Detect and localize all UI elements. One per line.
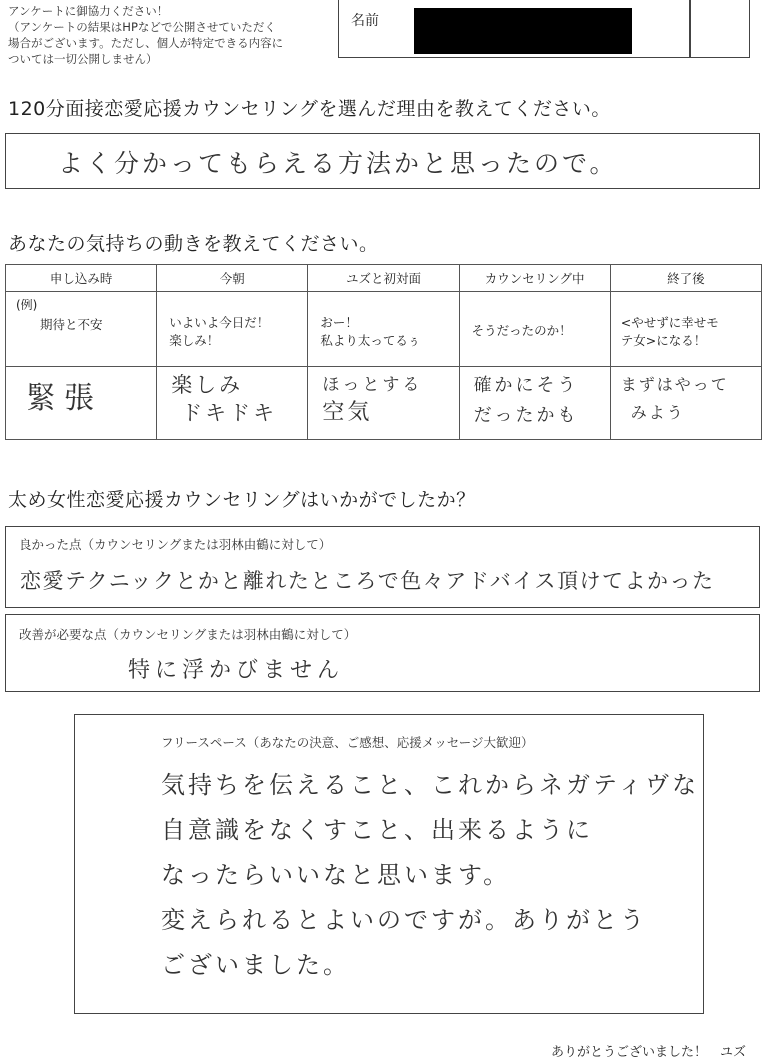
answer-cell [308,367,459,440]
column-header: 今朝 [157,265,308,292]
intro-line: 場合がございます。ただし、個人が特定できる内容に [8,36,284,50]
q2-question: あなたの気持ちの動きを教えてください。 [8,233,379,255]
column-header: カウンセリング中 [459,265,610,292]
name-box [338,0,750,58]
column-header: 終了後 [610,265,761,292]
good-points-answer: 恋愛テクニックとかと離れたところで色々アドバイス頂けてよかった [20,569,715,593]
answer-text: ドキドキ [181,401,278,425]
answer-text: だったかも [473,405,579,426]
q1-answer: よく分かってもらえる方法かと思ったので。 [58,149,618,178]
example-cell [308,292,459,367]
example-cell [157,292,308,367]
free-space-label: フリースペース（あなたの決意、ご感想、応援メッセージ大歓迎） [161,735,534,750]
answer-text: ほっとする [322,375,423,395]
free-space-line: なったらいいなと思います。 [161,861,511,889]
example-text: いよいよ今日だ！ [169,315,270,330]
free-space-line: ございました。 [161,951,350,979]
example-text: おー！ [320,315,358,330]
example-text: <やせずに幸せモ [620,315,719,330]
free-space-line: 変えられるとよいのですが。ありがとう [161,906,647,934]
feelings-table [5,264,762,440]
answer-text: みよう [630,403,685,422]
good-points-box [5,526,760,608]
column-header: 申し込み時 [6,265,157,292]
improvement-label: 改善が必要な点（カウンセリングまたは羽林由鶴に対して） [19,627,357,642]
table-header-row [6,265,762,292]
answer-cell [157,367,308,440]
answer-text: 緊張 [26,381,102,416]
answer-cell [6,367,157,440]
answer-text: 空気 [322,400,373,425]
free-space-text [161,763,699,988]
name-label: 名前 [351,13,379,29]
answer-text: まずはやって [620,375,729,394]
intro-line: アンケートに御協力ください！ [8,4,169,18]
intro-notice [8,3,338,67]
improvement-box [5,614,760,692]
example-text: テ女>になる！ [620,333,707,348]
improvement-answer: 特に浮かびません [128,658,345,683]
answer-cell [459,367,610,440]
example-prefix: (例) [16,298,38,312]
answer-text: 確かにそう [473,375,579,396]
free-space-line: 気持ちを伝えること、これからネガティヴな [161,771,700,799]
intro-line: （アンケートの結果はHPなどで公開させていただく [8,20,276,34]
example-text: 私より太ってるぅ [320,333,421,348]
footer-thanks: ありがとうございました！ ユズ [550,1045,746,1060]
answer-cell [610,367,761,440]
name-redaction [414,8,632,54]
q1-question: 120分面接恋愛応援カウンセリングを選んだ理由を教えてください。 [8,98,611,120]
q1-answer-box [5,133,760,189]
answer-text: 楽しみ [171,373,244,397]
free-space-line: 自意識をなくすこと、出来るように [161,816,593,844]
example-cell [6,292,157,367]
table-example-row [6,292,762,367]
example-text: 期待と不安 [40,317,103,332]
good-points-label: 良かった点（カウンセリングまたは羽林由鶴に対して） [19,537,332,552]
q3-question: 太め女性恋愛応援カウンセリングはいかがでしたか？ [8,489,476,511]
column-header: ユズと初対面 [308,265,459,292]
intro-line: ついては一切公開しません） [8,52,158,66]
table-answer-row [6,367,762,440]
example-text: そうだったのか！ [471,323,572,338]
example-cell [610,292,761,367]
free-space-box [74,714,704,1014]
example-cell [459,292,610,367]
example-text: 楽しみ！ [169,333,220,348]
name-box-divider [689,0,691,58]
